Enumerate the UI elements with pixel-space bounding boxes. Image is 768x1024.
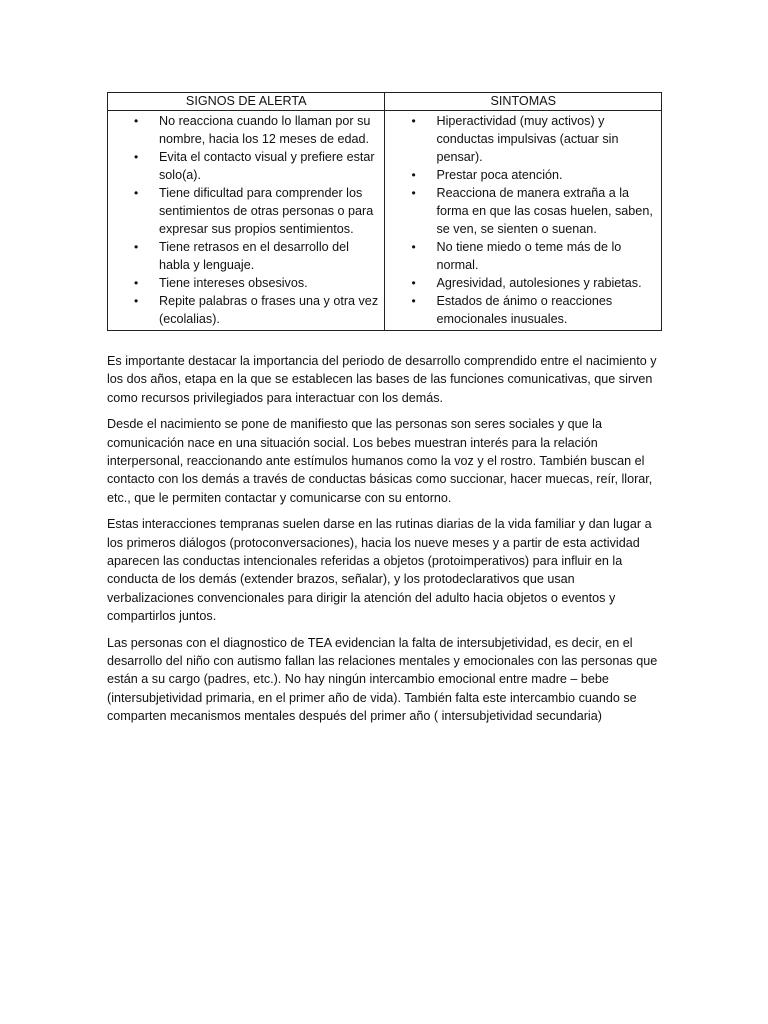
bullet-icon: • — [411, 168, 416, 182]
list-item-text: Estados de ánimo o reacciones emocionales inusuales. — [436, 294, 613, 326]
bullet-icon: • — [134, 240, 139, 254]
bullet-icon: • — [411, 240, 416, 254]
list-item — [389, 274, 657, 292]
list-item — [112, 292, 380, 328]
list-item-text: Prestar poca atención. — [436, 168, 563, 182]
list-item — [389, 184, 657, 238]
bullet-icon: • — [411, 114, 416, 128]
table-header-row — [108, 93, 662, 111]
signos-list — [112, 112, 380, 328]
list-item-text: Hiperactividad (muy activos) y conductas impulsivas (actuar sin pensar). — [436, 114, 619, 164]
list-item-text: Tiene retrasos en el desarrollo del habla y lenguaje. — [159, 240, 349, 272]
list-item-text: Agresividad, autolesiones y rabietas. — [436, 276, 642, 290]
list-item-text: Repite palabras o frases una y otra vez (ecolalias). — [159, 294, 379, 326]
list-item-text: Tiene dificultad para comprender los sentimientos de otras personas o para expresar sus propios sentimientos. — [159, 186, 374, 236]
paragraph: Estas interacciones tempranas suelen darse en las rutinas diarias de la vida familiar y dan lugar a los primeros diálogos (protoconversaciones), hacia los nueve meses y a partir de esta actividad aparecen las conductas intencionales referidas a objetos (protoimperativos) para influir en la conducta de los demás (extender brazos, señalar), y los protodeclarativos que usan verbalizaciones convencionales para dirigir la atención del adulto hacia objetos o eventos y compartirlos juntos. — [107, 517, 652, 623]
list-item-text: No tiene miedo o teme más de lo normal. — [436, 240, 622, 272]
bullet-icon: • — [411, 294, 416, 308]
sintomas-list — [389, 112, 657, 328]
list-item-text: No reacciona cuando lo llaman por su nombre, hacia los 12 meses de edad. — [159, 114, 371, 146]
list-item — [389, 112, 657, 166]
column-sintomas — [385, 111, 662, 331]
list-item — [389, 292, 657, 328]
bullet-icon: • — [134, 114, 139, 128]
bullet-icon: • — [134, 150, 139, 164]
table-row — [108, 111, 662, 331]
header-sintomas: SINTOMAS — [385, 93, 662, 111]
list-item — [112, 184, 380, 238]
list-item-text: Tiene intereses obsesivos. — [159, 276, 308, 290]
paragraph: Es importante destacar la importancia del periodo de desarrollo comprendido entre el nacimiento y los dos años, etapa en la que se establecen las bases de las funciones comunicativas, que sirven como recursos privilegiados para interactuar con los demás. — [107, 354, 657, 405]
column-signos-de-alerta — [108, 111, 385, 331]
bullet-icon: • — [411, 186, 416, 200]
bullet-icon: • — [134, 294, 139, 308]
list-item — [112, 238, 380, 274]
body-text — [107, 352, 663, 734]
bullet-icon: • — [411, 276, 416, 290]
list-item — [112, 148, 380, 184]
list-item — [112, 274, 380, 292]
paragraph: Desde el nacimiento se pone de manifiesto que las personas son seres sociales y que la comunicación nace en una situación social. Los bebes muestran interés para la relación interpersonal, reaccionando ante estímulos humanos como la voz y el rostro. También buscan el contacto con los demás a través de conductas básicas como succionar, hacer muecas, reír, llorar, etc., que le permiten contactar y comunicarse con su entorno. — [107, 417, 653, 505]
list-item-text: Reacciona de manera extraña a la forma en que las cosas huelen, saben, se ven, se sienten o suenan. — [436, 186, 653, 236]
header-signos-de-alerta: SIGNOS DE ALERTA — [108, 93, 385, 111]
list-item — [389, 166, 657, 184]
list-item-text: Evita el contacto visual y prefiere estar solo(a). — [159, 150, 375, 182]
paragraph: Las personas con el diagnostico de TEA evidencian la falta de intersubjetividad, es decir, en el desarrollo del niño con autismo fallan las relaciones mentales y emocionales con las personas que están a su cargo (padres, etc.). No hay ningún intercambio emocional entre madre – bebe (intersubjetividad primaria, en el primer año de vida). También falta este intercambio cuando se comparten mecanismos mentales después del primer año ( intersubjetividad secundaria) — [107, 635, 658, 723]
bullet-icon: • — [134, 276, 139, 290]
signs-symptoms-table — [107, 92, 662, 331]
list-item — [112, 112, 380, 148]
bullet-icon: • — [134, 186, 139, 200]
list-item — [389, 238, 657, 274]
